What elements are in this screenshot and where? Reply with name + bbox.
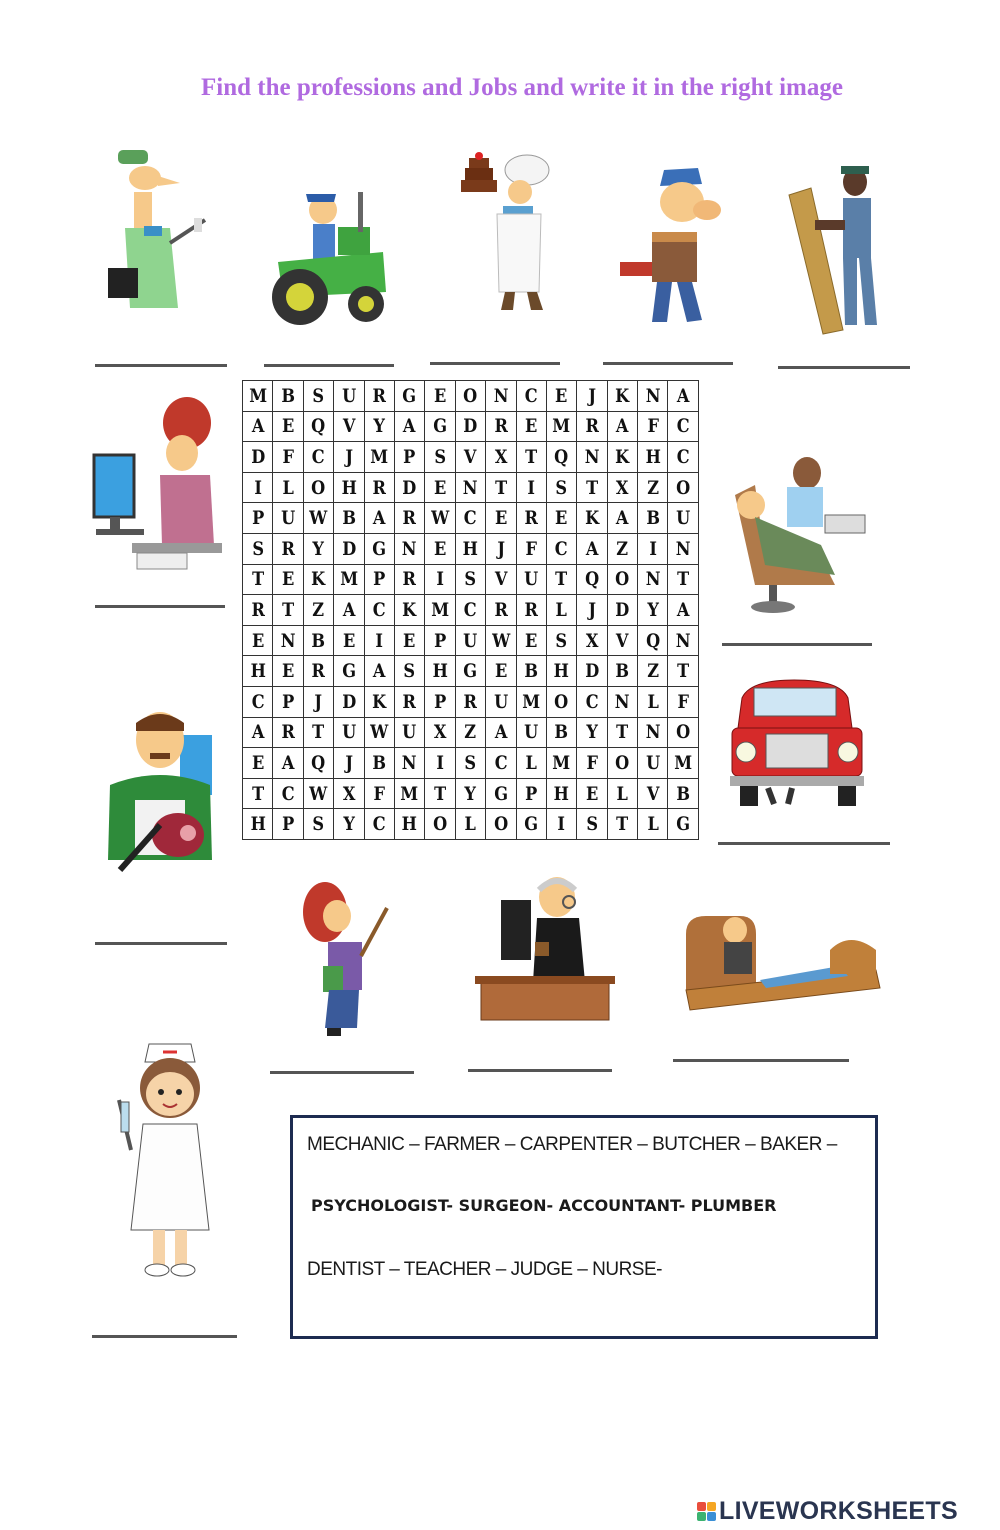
grid-cell[interactable]: J xyxy=(579,381,605,412)
grid-cell[interactable]: E xyxy=(427,472,453,503)
grid-cell[interactable]: O xyxy=(609,564,635,595)
nurse-illustration xyxy=(115,1040,225,1280)
grid-cell[interactable]: Z xyxy=(609,533,635,564)
grid-cell[interactable]: I xyxy=(518,472,544,503)
grid-cell[interactable]: W xyxy=(427,503,453,534)
grid-cell[interactable]: N xyxy=(275,625,301,656)
grid-cell[interactable]: C xyxy=(245,686,271,717)
grid-cell[interactable]: L xyxy=(275,472,301,503)
grid-cell[interactable]: F xyxy=(640,411,666,442)
grid-cell[interactable]: P xyxy=(366,564,392,595)
grid-cell[interactable]: T xyxy=(306,717,332,748)
grid-cell[interactable]: B xyxy=(518,656,544,687)
grid-cell[interactable]: A xyxy=(275,748,301,779)
grid-cell[interactable]: E xyxy=(427,381,453,412)
grid-cell[interactable]: O xyxy=(488,809,514,840)
grid-cell[interactable]: Q xyxy=(549,442,575,473)
grid-cell[interactable]: B xyxy=(275,381,301,412)
grid-cell[interactable]: X xyxy=(488,442,514,473)
grid-cell[interactable]: E xyxy=(245,625,271,656)
grid-row xyxy=(243,717,699,748)
plumber-illustration xyxy=(612,162,727,332)
grid-cell[interactable]: B xyxy=(640,503,666,534)
grid-cell[interactable]: M xyxy=(397,778,423,809)
mechanic-illustration xyxy=(730,678,865,808)
grid-cell[interactable]: Z xyxy=(640,656,666,687)
grid-cell[interactable]: G xyxy=(366,533,392,564)
grid-cell[interactable]: G xyxy=(670,809,696,840)
grid-cell[interactable]: F xyxy=(579,748,605,779)
grid-cell[interactable]: C xyxy=(306,442,332,473)
grid-cell[interactable]: M xyxy=(245,381,271,412)
grid-cell[interactable]: T xyxy=(609,717,635,748)
answer-line[interactable] xyxy=(95,364,227,367)
grid-row xyxy=(243,442,699,473)
grid-cell[interactable]: H xyxy=(245,809,271,840)
grid-cell[interactable]: T xyxy=(609,809,635,840)
answer-line[interactable] xyxy=(603,362,733,365)
grid-cell[interactable]: P xyxy=(397,442,423,473)
carpenter-illustration xyxy=(785,160,895,335)
logo-square xyxy=(707,1512,716,1521)
grid-cell[interactable]: P xyxy=(275,686,301,717)
grid-cell[interactable]: R xyxy=(518,595,544,626)
grid-cell[interactable]: Q xyxy=(306,748,332,779)
grid-cell[interactable]: G xyxy=(336,656,362,687)
grid-cell[interactable]: M xyxy=(336,564,362,595)
grid-cell[interactable]: X xyxy=(336,778,362,809)
grid-cell[interactable]: U xyxy=(518,564,544,595)
grid-cell[interactable]: B xyxy=(306,625,332,656)
grid-cell[interactable]: R xyxy=(397,503,423,534)
grid-cell[interactable]: S xyxy=(306,381,332,412)
grid-cell[interactable]: V xyxy=(336,411,362,442)
grid-cell[interactable]: R xyxy=(518,503,544,534)
grid-cell[interactable]: R xyxy=(488,595,514,626)
grid-cell[interactable]: W xyxy=(306,503,332,534)
grid-row xyxy=(243,656,699,687)
grid-cell[interactable]: V xyxy=(458,442,484,473)
grid-cell[interactable]: E xyxy=(275,411,301,442)
answer-line[interactable] xyxy=(718,842,890,845)
grid-cell[interactable]: O xyxy=(670,717,696,748)
grid-cell[interactable]: T xyxy=(245,564,271,595)
grid-row xyxy=(243,686,699,717)
grid-cell[interactable]: J xyxy=(306,686,332,717)
surgeon-illustration xyxy=(100,148,215,313)
grid-cell[interactable]: A xyxy=(579,533,605,564)
grid-cell[interactable]: F xyxy=(275,442,301,473)
grid-cell[interactable]: L xyxy=(518,748,544,779)
grid-cell[interactable]: J xyxy=(336,442,362,473)
word-bank xyxy=(290,1115,878,1339)
grid-cell[interactable]: T xyxy=(488,472,514,503)
grid-cell[interactable]: L xyxy=(640,686,666,717)
grid-cell[interactable]: A xyxy=(670,595,696,626)
grid-cell[interactable]: C xyxy=(366,595,392,626)
grid-cell[interactable]: T xyxy=(670,564,696,595)
judge-illustration xyxy=(475,872,615,1027)
grid-cell[interactable]: I xyxy=(549,809,575,840)
word-bank-line-3: DENTIST – TEACHER – JUDGE – NURSE- xyxy=(307,1259,662,1280)
grid-cell[interactable]: N xyxy=(640,564,666,595)
grid-cell[interactable]: L xyxy=(458,809,484,840)
grid-cell[interactable]: E xyxy=(275,656,301,687)
grid-row xyxy=(243,381,699,412)
teacher-illustration xyxy=(295,878,395,1043)
grid-cell[interactable]: G xyxy=(458,656,484,687)
answer-line[interactable] xyxy=(270,1071,414,1074)
grid-row xyxy=(243,533,699,564)
grid-cell[interactable]: M xyxy=(549,748,575,779)
grid-cell[interactable]: K xyxy=(397,595,423,626)
grid-cell[interactable]: R xyxy=(397,686,423,717)
grid-cell[interactable]: E xyxy=(518,625,544,656)
accountant-illustration xyxy=(92,395,227,575)
grid-row xyxy=(243,503,699,534)
grid-cell[interactable]: Y xyxy=(458,778,484,809)
grid-row xyxy=(243,564,699,595)
grid-cell[interactable]: N xyxy=(488,381,514,412)
grid-cell[interactable]: E xyxy=(549,503,575,534)
answer-line[interactable] xyxy=(468,1069,612,1072)
grid-cell[interactable]: Y xyxy=(306,533,332,564)
grid-cell[interactable]: B xyxy=(670,778,696,809)
grid-cell[interactable]: N xyxy=(609,686,635,717)
grid-cell[interactable]: N xyxy=(458,472,484,503)
grid-cell[interactable]: D xyxy=(245,442,271,473)
brand-text: LIVEWORKSHEETS xyxy=(719,1496,958,1525)
grid-cell[interactable]: O xyxy=(609,748,635,779)
grid-row xyxy=(243,809,699,840)
grid-cell[interactable]: M xyxy=(518,686,544,717)
grid-cell[interactable]: N xyxy=(397,748,423,779)
grid-row xyxy=(243,625,699,656)
grid-cell[interactable]: T xyxy=(579,472,605,503)
grid-cell[interactable]: E xyxy=(549,381,575,412)
grid-cell[interactable]: H xyxy=(427,656,453,687)
grid-cell[interactable]: K xyxy=(306,564,332,595)
grid-cell[interactable]: E xyxy=(397,625,423,656)
grid-cell[interactable]: L xyxy=(609,778,635,809)
grid-cell[interactable]: R xyxy=(366,472,392,503)
grid-cell[interactable]: D xyxy=(458,411,484,442)
grid-cell[interactable]: Y xyxy=(366,411,392,442)
farmer-illustration xyxy=(268,172,393,327)
grid-cell[interactable]: G xyxy=(518,809,544,840)
grid-cell[interactable]: F xyxy=(518,533,544,564)
answer-line[interactable] xyxy=(92,1335,237,1338)
grid-cell[interactable]: U xyxy=(397,717,423,748)
grid-cell[interactable]: P xyxy=(427,686,453,717)
grid-cell[interactable]: M xyxy=(670,748,696,779)
grid-cell[interactable]: Y xyxy=(640,595,666,626)
grid-cell[interactable]: E xyxy=(336,625,362,656)
grid-cell[interactable]: N xyxy=(670,625,696,656)
grid-cell[interactable]: E xyxy=(579,778,605,809)
grid-cell[interactable]: Z xyxy=(458,717,484,748)
grid-cell[interactable]: H xyxy=(640,442,666,473)
grid-cell[interactable]: R xyxy=(366,381,392,412)
grid-row xyxy=(243,472,699,503)
grid-cell[interactable]: N xyxy=(640,381,666,412)
answer-line[interactable] xyxy=(95,605,225,608)
grid-cell[interactable]: G xyxy=(488,778,514,809)
grid-cell[interactable]: I xyxy=(640,533,666,564)
grid-row xyxy=(243,748,699,779)
grid-cell[interactable]: Q xyxy=(306,411,332,442)
grid-cell[interactable]: P xyxy=(275,809,301,840)
grid-cell[interactable]: S xyxy=(549,472,575,503)
grid-cell[interactable]: E xyxy=(427,533,453,564)
grid-cell[interactable]: U xyxy=(518,717,544,748)
grid-cell[interactable]: S xyxy=(397,656,423,687)
grid-cell[interactable]: E xyxy=(275,564,301,595)
logo-square xyxy=(697,1502,706,1511)
grid-cell[interactable]: O xyxy=(306,472,332,503)
grid-cell[interactable]: H xyxy=(336,472,362,503)
grid-cell[interactable]: I xyxy=(427,748,453,779)
grid-cell[interactable]: S xyxy=(579,809,605,840)
grid-cell[interactable]: Q xyxy=(640,625,666,656)
grid-cell[interactable]: F xyxy=(366,778,392,809)
grid-cell[interactable]: R xyxy=(397,564,423,595)
grid-cell[interactable]: C xyxy=(670,442,696,473)
grid-cell[interactable]: D xyxy=(336,533,362,564)
grid-cell[interactable]: A xyxy=(609,503,635,534)
grid-cell[interactable]: X xyxy=(609,472,635,503)
grid-cell[interactable]: S xyxy=(549,625,575,656)
grid-cell[interactable]: E xyxy=(488,503,514,534)
grid-cell[interactable]: P xyxy=(518,778,544,809)
grid-cell[interactable]: R xyxy=(488,411,514,442)
grid-cell[interactable]: Y xyxy=(336,809,362,840)
grid-cell[interactable]: H xyxy=(245,656,271,687)
grid-cell[interactable]: A xyxy=(609,411,635,442)
grid-cell[interactable]: S xyxy=(458,564,484,595)
grid-cell[interactable]: U xyxy=(275,503,301,534)
grid-cell[interactable]: J xyxy=(488,533,514,564)
grid-cell[interactable]: C xyxy=(518,381,544,412)
grid-cell[interactable]: C xyxy=(458,503,484,534)
grid-cell[interactable]: G xyxy=(397,381,423,412)
logo-square xyxy=(697,1512,706,1521)
grid-cell[interactable]: Z xyxy=(306,595,332,626)
grid-cell[interactable]: H xyxy=(549,656,575,687)
answer-line[interactable] xyxy=(430,362,560,365)
answer-line[interactable] xyxy=(95,942,227,945)
grid-cell[interactable]: P xyxy=(245,503,271,534)
grid-cell[interactable]: W xyxy=(306,778,332,809)
grid-cell[interactable]: L xyxy=(640,809,666,840)
grid-cell[interactable]: R xyxy=(579,411,605,442)
grid-cell[interactable]: P xyxy=(427,625,453,656)
grid-cell[interactable]: A xyxy=(245,717,271,748)
grid-cell[interactable]: C xyxy=(488,748,514,779)
grid-cell[interactable]: A xyxy=(397,411,423,442)
grid-cell[interactable]: J xyxy=(336,748,362,779)
grid-cell[interactable]: R xyxy=(245,595,271,626)
grid-cell[interactable]: T xyxy=(275,595,301,626)
grid-cell[interactable]: H xyxy=(549,778,575,809)
grid-cell[interactable]: C xyxy=(275,778,301,809)
grid-cell[interactable]: L xyxy=(549,595,575,626)
liveworksheets-brand[interactable] xyxy=(697,1494,958,1528)
grid-cell[interactable]: N xyxy=(397,533,423,564)
grid-cell[interactable]: B xyxy=(336,503,362,534)
psychologist-illustration xyxy=(680,910,885,1015)
grid-cell[interactable]: S xyxy=(458,748,484,779)
grid-cell[interactable]: A xyxy=(670,381,696,412)
grid-cell[interactable]: Z xyxy=(640,472,666,503)
grid-cell[interactable]: E xyxy=(245,748,271,779)
grid-cell[interactable]: O xyxy=(670,472,696,503)
grid-cell[interactable]: D xyxy=(579,656,605,687)
grid-cell[interactable]: K xyxy=(609,442,635,473)
grid-cell[interactable]: S xyxy=(427,442,453,473)
grid-cell[interactable]: O xyxy=(549,686,575,717)
grid-cell[interactable]: D xyxy=(397,472,423,503)
grid-cell[interactable]: D xyxy=(609,595,635,626)
word-bank-line-1: MECHANIC – FARMER – CARPENTER – BUTCHER – BAKER – xyxy=(307,1134,837,1155)
dentist-illustration xyxy=(725,455,870,615)
grid-row xyxy=(243,778,699,809)
grid-cell[interactable]: K xyxy=(366,686,392,717)
grid-cell[interactable]: X xyxy=(579,625,605,656)
grid-cell[interactable]: C xyxy=(458,595,484,626)
logo-square xyxy=(707,1502,716,1511)
grid-cell[interactable]: U xyxy=(458,625,484,656)
grid-cell[interactable]: T xyxy=(245,778,271,809)
grid-cell[interactable]: M xyxy=(549,411,575,442)
grid-cell[interactable]: W xyxy=(488,625,514,656)
grid-cell[interactable]: Y xyxy=(579,717,605,748)
grid-cell[interactable]: B xyxy=(366,748,392,779)
grid-cell[interactable]: U xyxy=(488,686,514,717)
grid-cell[interactable]: X xyxy=(427,717,453,748)
worksheet-title: Find the professions and Jobs and write it in the right image xyxy=(201,74,843,101)
grid-cell[interactable]: I xyxy=(366,625,392,656)
grid-cell[interactable]: F xyxy=(670,686,696,717)
grid-cell[interactable]: K xyxy=(579,503,605,534)
grid-cell[interactable]: W xyxy=(366,717,392,748)
answer-line[interactable] xyxy=(264,364,394,367)
grid-cell[interactable]: R xyxy=(275,717,301,748)
grid-cell[interactable]: C xyxy=(670,411,696,442)
grid-cell[interactable]: I xyxy=(245,472,271,503)
grid-cell[interactable]: R xyxy=(458,686,484,717)
grid-row xyxy=(243,595,699,626)
grid-cell[interactable]: U xyxy=(670,503,696,534)
grid-cell[interactable]: B xyxy=(609,656,635,687)
grid-cell[interactable]: C xyxy=(366,809,392,840)
grid-cell[interactable]: B xyxy=(549,717,575,748)
grid-cell[interactable]: I xyxy=(427,564,453,595)
grid-row xyxy=(243,411,699,442)
grid-cell[interactable]: T xyxy=(518,442,544,473)
grid-cell[interactable]: Q xyxy=(579,564,605,595)
grid-cell[interactable]: C xyxy=(549,533,575,564)
grid-cell[interactable]: U xyxy=(336,381,362,412)
grid-cell[interactable]: E xyxy=(488,656,514,687)
grid-cell[interactable]: T xyxy=(427,778,453,809)
grid-cell[interactable]: R xyxy=(306,656,332,687)
grid-cell[interactable]: V xyxy=(609,625,635,656)
grid-cell[interactable]: R xyxy=(275,533,301,564)
answer-line[interactable] xyxy=(722,643,872,646)
grid-cell[interactable]: M xyxy=(427,595,453,626)
grid-cell[interactable]: C xyxy=(579,686,605,717)
grid-cell[interactable]: N xyxy=(640,717,666,748)
grid-cell[interactable]: N xyxy=(670,533,696,564)
grid-cell[interactable]: O xyxy=(458,381,484,412)
grid-cell[interactable]: H xyxy=(397,809,423,840)
grid-cell[interactable]: A xyxy=(488,717,514,748)
grid-cell[interactable]: A xyxy=(366,503,392,534)
answer-line[interactable] xyxy=(778,366,910,369)
grid-cell[interactable]: U xyxy=(640,748,666,779)
grid-cell[interactable]: A xyxy=(336,595,362,626)
grid-cell[interactable]: H xyxy=(458,533,484,564)
butcher-illustration xyxy=(100,705,220,885)
grid-cell[interactable]: V xyxy=(640,778,666,809)
liveworksheets-logo-icon xyxy=(697,1502,716,1521)
grid-cell[interactable]: O xyxy=(427,809,453,840)
grid-cell[interactable]: S xyxy=(245,533,271,564)
grid-cell[interactable]: A xyxy=(366,656,392,687)
grid-cell[interactable]: A xyxy=(245,411,271,442)
baker-illustration xyxy=(455,152,555,312)
grid-cell[interactable]: G xyxy=(427,411,453,442)
grid-cell[interactable]: T xyxy=(549,564,575,595)
grid-cell[interactable]: T xyxy=(670,656,696,687)
word-bank-line-2: PSYCHOLOGIST- SURGEON- ACCOUNTANT- PLUMBER xyxy=(311,1196,777,1215)
grid-cell[interactable]: E xyxy=(518,411,544,442)
word-search-grid[interactable] xyxy=(242,380,699,840)
grid-cell[interactable]: S xyxy=(306,809,332,840)
grid-cell[interactable]: D xyxy=(336,686,362,717)
grid-cell[interactable]: N xyxy=(579,442,605,473)
grid-cell[interactable]: M xyxy=(366,442,392,473)
grid-cell[interactable]: K xyxy=(609,381,635,412)
grid-cell[interactable]: U xyxy=(336,717,362,748)
answer-line[interactable] xyxy=(673,1059,849,1062)
grid-cell[interactable]: V xyxy=(488,564,514,595)
grid-cell[interactable]: J xyxy=(579,595,605,626)
